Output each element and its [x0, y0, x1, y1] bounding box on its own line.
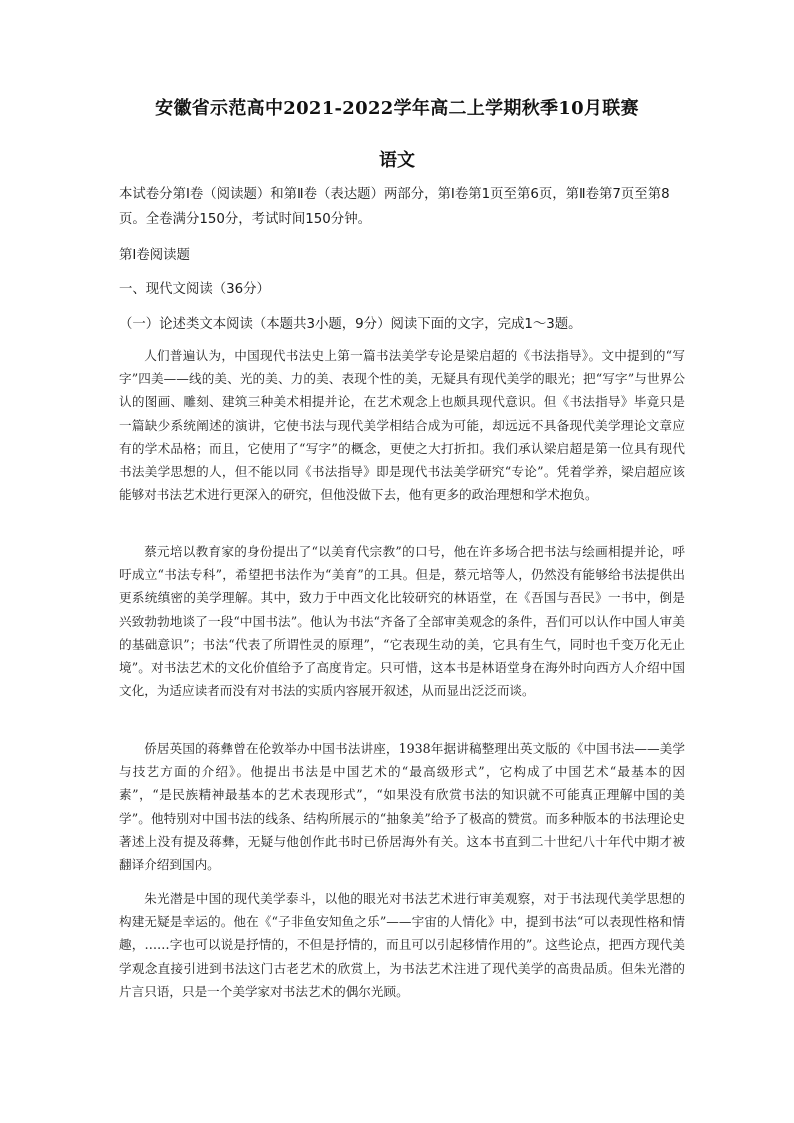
exam-instructions: 本试卷分第Ⅰ卷（阅读题）和第Ⅱ卷（表达题）两部分，第Ⅰ卷第1页至第6页，第Ⅱ卷第7页至第8页。全卷满分150分，考试时间150分钟。 [119, 187, 670, 227]
exam-title: 安徽省示范高中2021-2022学年高二上学期秋季10月联赛 [155, 98, 639, 119]
article-paragraph-3: 侨居英国的蒋彝曾在伦敦举办中国书法讲座，1938年据讲稿整理出英文版的《中国书法——美学与技艺方面的介绍》。他提出书法是中国艺术的“最高级形式”，它构成了中国艺术“最基本的因素”，“是民族精神最基本的艺术表现形式”，“如果没有欣赏书法的知识就不可能真正理解中国的美学”。他特别对中国书法的线条、结构所展示的“抽象美”给予了极高的赞赏。而多种版本的书法理论史著述上没有提及蒋彝，无疑与他创作此书时已侨居海外有关。这本书直到二十世纪八十年代中期才被翻译介绍到国内。 [119, 741, 685, 873]
article-paragraph-2: 蔡元培以教育家的身份提出了“以美育代宗教”的口号，他在许多场合把书法与绘画相提并论，呼吁成立“书法专科”，希望把书法作为“美育”的工具。但是，蔡元培等人，仍然没有能够给书法提供出更系统缜密的美学理解。其中，致力于中西文化比较研究的林语堂，在《吾国与吾民》一书中，倒是兴致勃勃地谈了一段“中国书法”。他认为书法“齐备了全部审美观念的条件，吾们可以认作中国人审美的基础意识”；书法“代表了所谓性灵的原理”，“它表现生动的美，它具有生气，同时也千变万化无止境”。对书法艺术的文化价值给予了高度肯定。只可惜，这本书是林语堂身在海外时向西方人介绍中国文化，为适应读者而没有对书法的实质内容展开叙述，从而显出泛泛而谈。 [119, 544, 685, 699]
article-paragraph-4: 朱光潜是中国的现代美学泰斗，以他的眼光对书法艺术进行审美观察，对于书法现代美学思想的构建无疑是幸运的。他在《“子非鱼安知鱼之乐”——宇宙的人情化》中，提到书法“可以表现性格和情趣，……字也可以说是抒情的，不但是抒情的，而且可以引起移情作用的”。这些论点，把西方现代美学观念直接引进到书法这门古老艺术的欣赏上，为书法艺术注进了现代美学的高贵品质。但朱光潜的片言只语，只是一个美学家对书法艺术的偶尔光顾。 [119, 891, 685, 999]
section-heading: 一、现代文阅读（36分） [119, 282, 270, 297]
article-paragraph-1: 人们普遍认为，中国现代书法史上第一篇书法美学专论是梁启超的《书法指导》。文中提到的“写字”四美——线的美、光的美、力的美、表现个性的美，无疑具有现代美学的眼光；把“写字”与世界公认的图画、雕刻、建筑三种美术相提并论，在艺术观念上也颇具现代意识。但《书法指导》毕竟只是一篇缺少系统阐述的演讲，它使书法与现代美学相结合成为可能，却远远不具备现代美学理论文章应有的学术品格；而且，它使用了“写字”的概念，更使之大打折扣。我们承认梁启超是第一位具有现代书法美学思想的人，但不能以同《书法指导》即是现代书法美学研究“专论”。凭着学养，梁启超应该能够对书法艺术进行更深入的研究，但他没做下去，他有更多的政治理想和学术抱负。 [119, 348, 685, 503]
subject-title: 语文 [379, 150, 415, 171]
subsection-heading: （一）论述类文本阅读（本题共3小题，9分）阅读下面的文字，完成1～3题。 [119, 317, 582, 332]
part-heading: 第Ⅰ卷阅读题 [119, 248, 190, 263]
